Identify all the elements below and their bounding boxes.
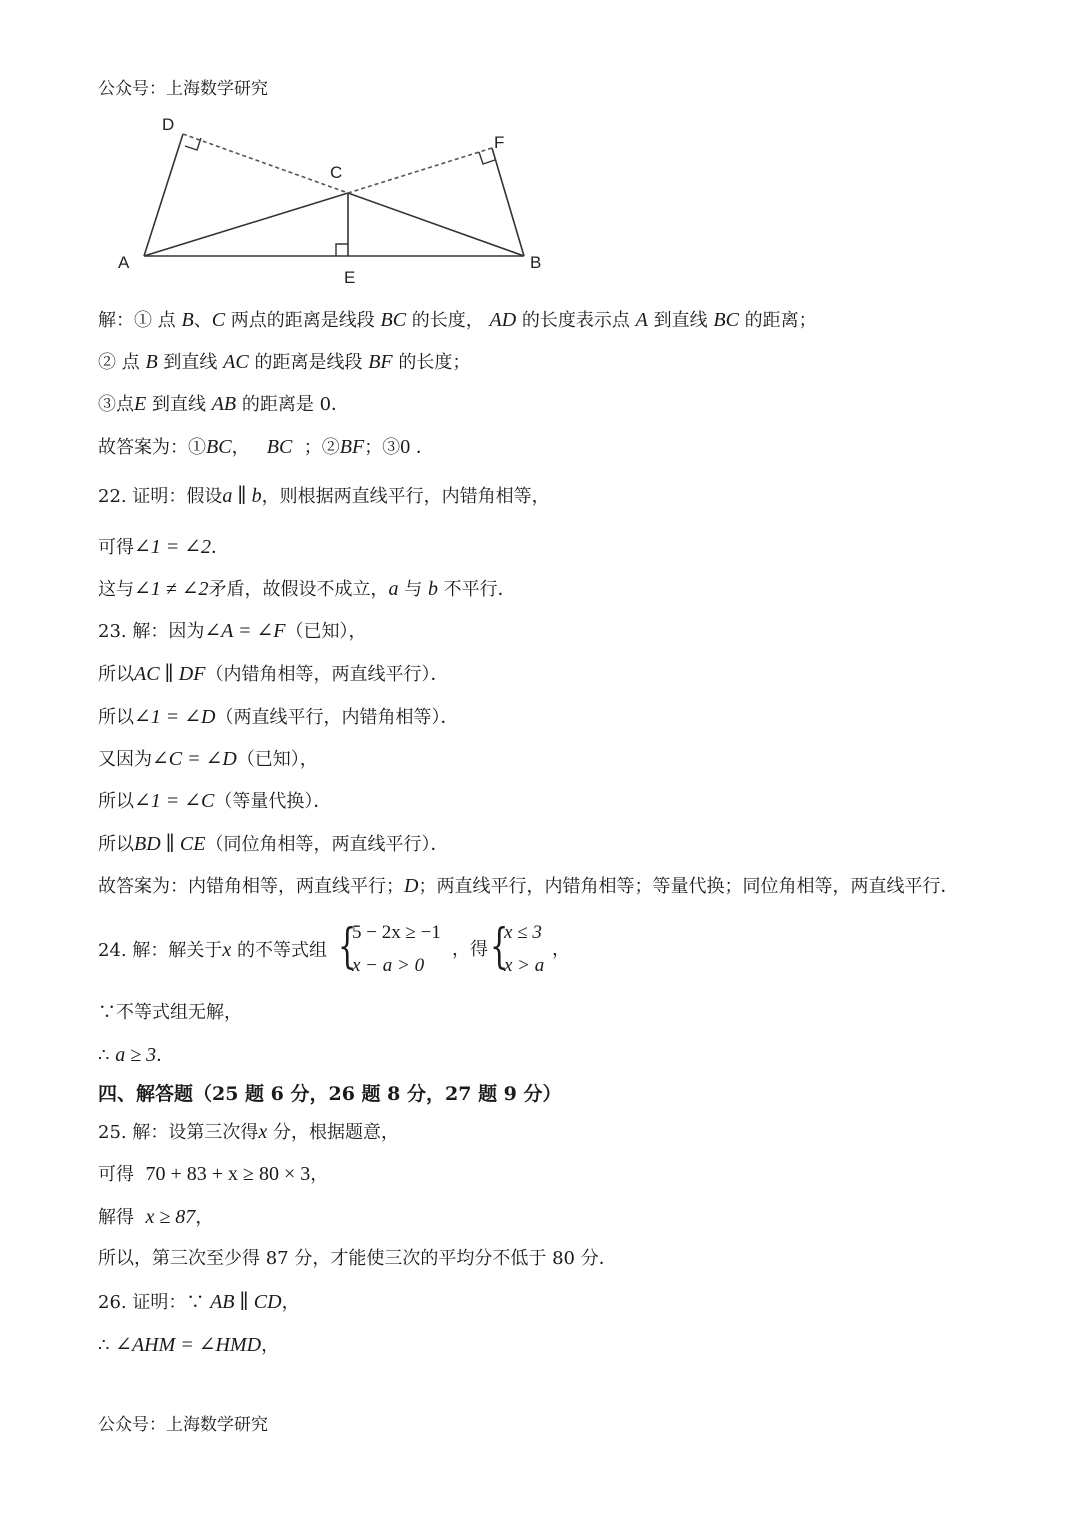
q25-line4: 所以，第三次至少得 87 分，才能使三次的平均分不低于 80 分．	[98, 1248, 617, 1269]
q22-line1: 22. 证明：假设a ∥ b，则根据两直线平行，内错角相等，	[98, 485, 550, 507]
q24-end: ，	[552, 939, 570, 960]
q26-line2: ∴ ∠AHM = ∠HMD，	[98, 1334, 280, 1356]
q24-system1-row2: x − a > 0	[352, 955, 425, 976]
q23-answer: 故答案为：内错角相等，两直线平行；D；两直线平行，内错角相等；等量代换；同位角相等，两直线平行．	[98, 875, 959, 897]
q21-line2: ② 点 B 到直线 AC 的距离是线段 BF 的长度；	[98, 351, 471, 373]
q24-de: ，得	[452, 939, 488, 960]
page-footer: 公众号：上海数学研究	[98, 1415, 268, 1435]
segment-bf	[492, 148, 524, 256]
dashed-fc	[348, 148, 492, 193]
right-angle-e	[336, 244, 348, 256]
label-b: B	[530, 253, 542, 272]
q25-line1: 25. 解：设第三次得x 分，根据题意，	[98, 1121, 399, 1143]
label-d: D	[162, 115, 175, 134]
q22-line2: 可得∠1 = ∠2．	[98, 536, 230, 558]
q26-line1: 26. 证明：∵ AB ∥ CD，	[98, 1291, 300, 1313]
q24-system1-row1: 5 − 2x ≥ −1	[352, 922, 441, 943]
segment-bc	[348, 193, 524, 256]
q24-line2: ∵不等式组无解，	[98, 1002, 242, 1023]
q23-line6: 所以BD ∥ CE（同位角相等，两直线平行）．	[98, 833, 449, 855]
section-heading: 四、解答题（25 题 6 分，26 题 8 分，27 题 9 分）	[98, 1083, 562, 1105]
dashed-dc	[183, 134, 348, 193]
q23-line4: 又因为∠C = ∠D（已知），	[98, 748, 318, 770]
q21-answer: 故答案为：①BC， BC ；②BF；③0 ．	[98, 436, 434, 458]
q25-line3: 解得 x ≥ 87，	[98, 1206, 214, 1228]
q21-line1: 解：① 点 B、C 两点的距离是线段 BC 的长度， AD 的长度表示点 A 到直线 BC 的距离；	[98, 309, 817, 331]
q23-line3: 所以∠1 = ∠D（两直线平行，内错角相等）．	[98, 706, 459, 728]
label-e: E	[344, 268, 356, 287]
right-angle-f	[479, 152, 495, 164]
q24-line3: ∴ a ≥ 3．	[98, 1044, 175, 1066]
label-a: A	[118, 253, 130, 272]
page-header: 公众号：上海数学研究	[98, 79, 268, 99]
label-f: F	[494, 133, 505, 152]
geometry-figure	[110, 108, 560, 293]
q24-brace-2: {	[490, 918, 509, 974]
q23-line2: 所以AC ∥ DF（内错角相等，两直线平行）．	[98, 663, 449, 685]
q23-line1: 23. 解：因为∠A = ∠F（已知），	[98, 620, 367, 642]
q24-system2-row2: x > a	[504, 955, 545, 976]
q24-line1: 24. 解：解关于x 的不等式组	[98, 939, 327, 961]
q23-line5: 所以∠1 = ∠C（等量代换）．	[98, 790, 332, 812]
q21-line3: ③点E 到直线 AB 的距离是 0．	[98, 393, 350, 415]
q25-line2: 可得 70 + 83 + x ≥ 80 × 3，	[98, 1163, 329, 1185]
segment-ad	[144, 134, 183, 256]
q24-system2-row1: x ≤ 3	[504, 922, 542, 943]
label-c: C	[330, 163, 343, 182]
q24-brace-1: {	[338, 918, 357, 974]
segment-ac	[144, 193, 348, 256]
q22-line3: 这与∠1 ≠ ∠2矛盾，故假设不成立，a 与 b 不平行．	[98, 578, 516, 600]
